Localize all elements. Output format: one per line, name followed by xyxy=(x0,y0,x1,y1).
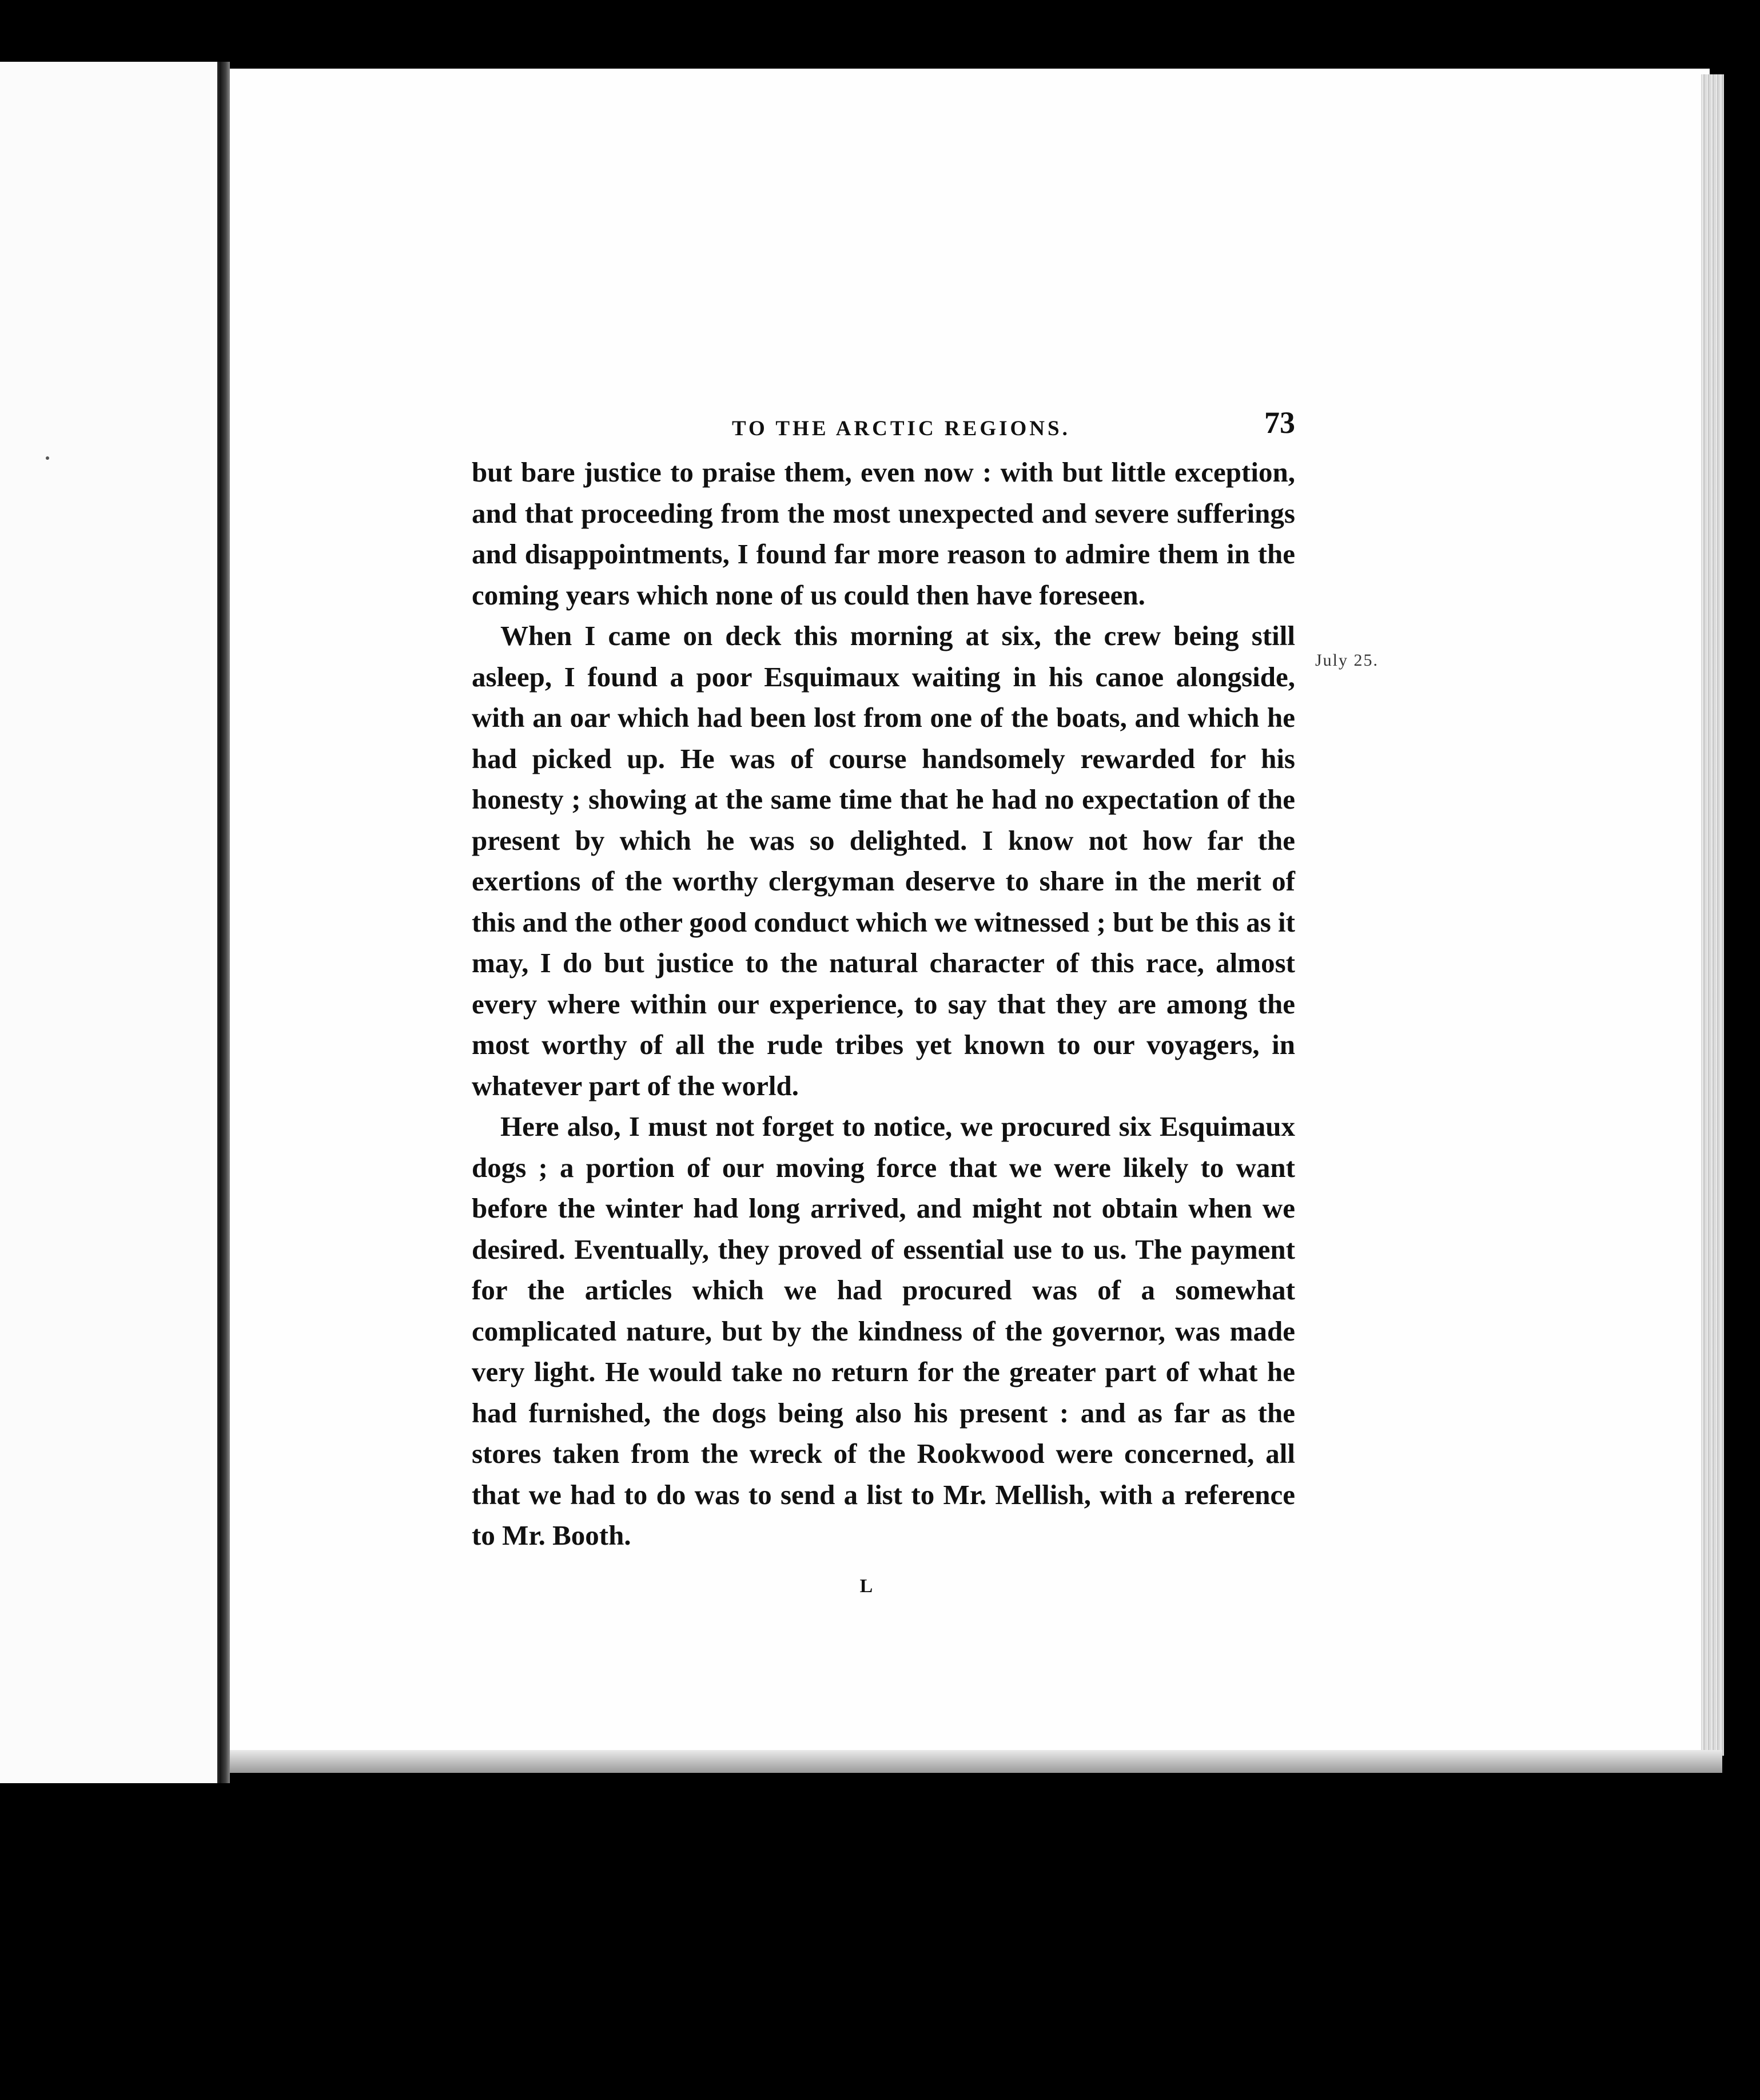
left-page-edge xyxy=(0,62,220,1783)
paragraph: When I came on deck this morning at six, the crew being still asleep, I found a poor Esquimaux waiting in his canoe alongside, with an oar which had been lost from one of the boats, and which he had picked up. He was of course handsomely rewarded for his honesty ; showing at the same time that he had no expectation of the present by which he was so delighted. I know not how far the exertions of the worthy clergyman deserve to share in the merit of this and the other good conduct which we witnessed ; but be this as it may, I do but justice to the natural character of this race, almost every where within our experience, to say that they are among the most worthy of all the rude tribes yet known to our voyagers, in whatever part of the world. xyxy=(472,620,1295,1101)
margin-date-note: July 25. xyxy=(1315,651,1379,670)
page-bottom-edge xyxy=(230,1750,1722,1773)
paragraph: Here also, I must not forget to notice, we procured six Esquimaux dogs ; a portion of our moving force that we were likely to want before the winter had long arrived, and might not obtain when we desired. Eventually, they proved of essential use to us. The payment for the articles which we had procured was of a somewhat complicated nature, but by the kindness of the governor, was made very light. He would take no return for the greater part of what he had furnished, the dogs being also his present : and as far as the stores taken from the wreck of the Rookwood were concerned, all that we had to do was to send a list to Mr. Mellish, with a reference to Mr. Booth. xyxy=(472,1111,1295,1551)
signature-mark: L xyxy=(859,1575,873,1597)
speck-mark xyxy=(46,456,49,460)
paragraph-continued: but bare justice to praise them, even now : with but little exception, and that proceeding from the most unexpected and severe sufferings and disappointments, I found far more reason to admire them in the coming years which none of us could then have foreseen. xyxy=(472,456,1295,611)
page-edge-stack xyxy=(1701,74,1724,1756)
book-gutter xyxy=(220,62,230,1783)
body-text xyxy=(472,452,1295,1556)
running-title: TO THE ARCTIC REGIONS. xyxy=(732,417,1070,440)
running-head xyxy=(472,400,1295,452)
page-number: 73 xyxy=(1264,405,1295,440)
text-block xyxy=(472,400,1295,1597)
